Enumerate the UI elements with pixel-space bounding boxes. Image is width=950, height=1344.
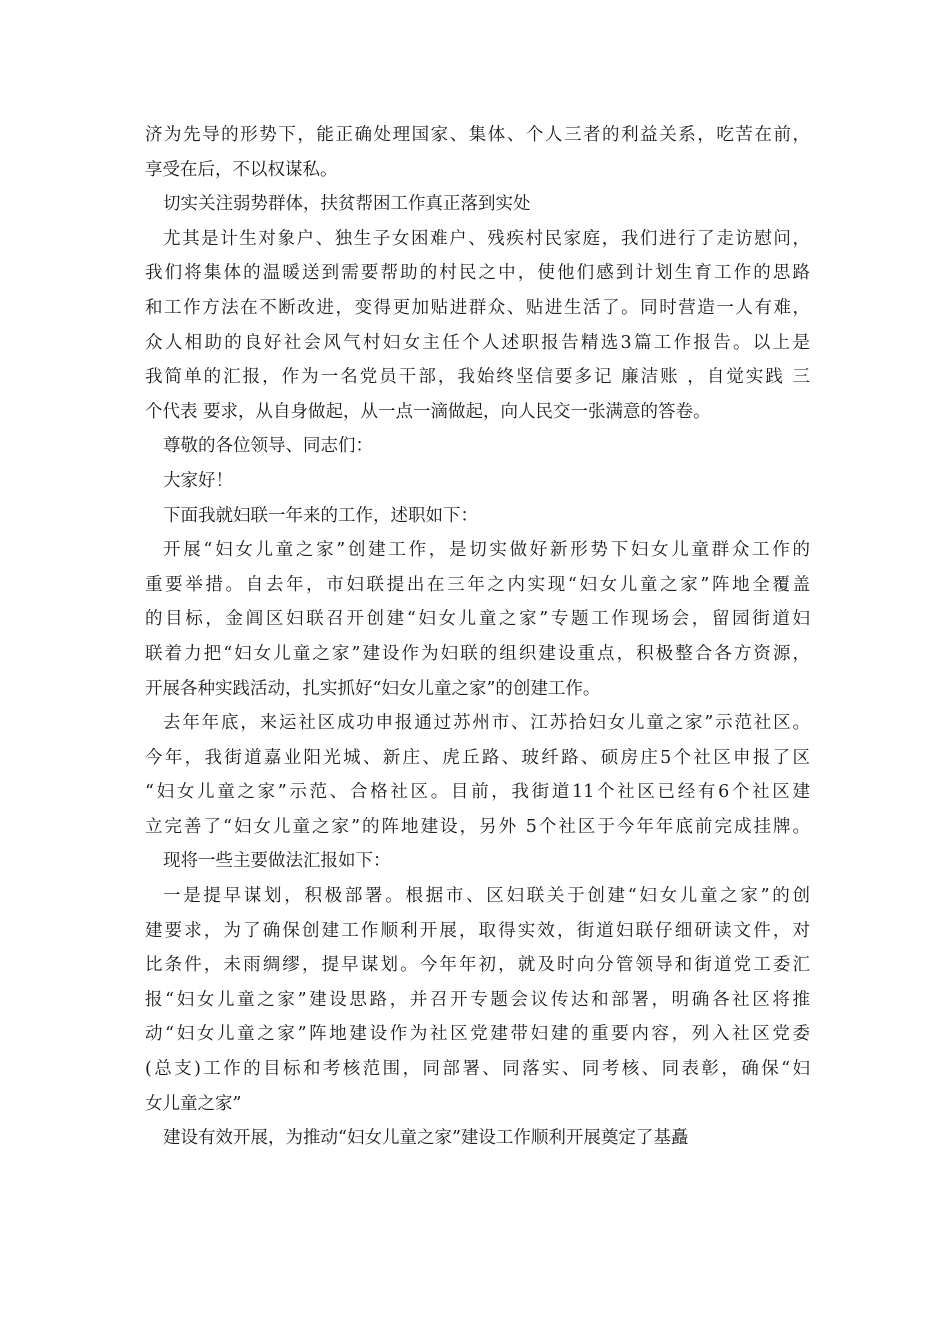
text-line: 众人相助的良好社会风气村妇女主任个人述职报告精选3篇工作报告。以上是 <box>145 332 810 353</box>
text-line: 现将一些主要做法汇报如下： <box>163 851 391 872</box>
text-line: 立完善了“妇女儿童之家”的阵地建设，另外 5个社区于今年年底前完成挂牌。 <box>145 816 810 837</box>
text-line: 我们将集体的温暖送到需要帮助的村民之中，使他们感到计划生育工作的思路 <box>145 263 810 284</box>
text-line: 开展“妇女儿童之家”创建工作，是切实做好新形势下妇女儿童群众工作的 <box>163 540 810 561</box>
text-line: 重要举措。自去年，市妇联提出在三年之内实现“妇女儿童之家”阵地全覆盖 <box>145 574 810 595</box>
text-line: 切实关注弱势群体，扶贫帮困工作真正落到实处 <box>163 194 531 215</box>
text-line: 我简单的汇报，作为一名党员干部，我始终坚信要多记 廉洁账 ，自觉实践 三 <box>145 367 810 388</box>
text-line: 的目标，金阊区妇联召开创建“妇女儿童之家”专题工作现场会，留园街道妇 <box>145 609 810 630</box>
text-line: 今年，我街道嘉业阳光城、新庄、虎丘路、玻纤路、硕房庄5个社区申报了区 <box>145 747 810 768</box>
text-line: 比条件，未雨绸缪，提早谋划。今年年初，就及时向分管领导和街道党工委汇 <box>145 955 810 976</box>
text-line: 联着力把“妇女儿童之家”建设作为妇联的组织建设重点，积极整合各方资源， <box>145 643 810 664</box>
text-line: 和工作方法在不断改进，变得更加贴进群众、贴进生活了。同时营造一人有难， <box>145 297 810 318</box>
text-line: (总支)工作的目标和考核范围，同部署、同落实、同考核、同表彰，确保“妇 <box>145 1059 810 1080</box>
text-line: 享受在后，不以权谋私。 <box>145 159 338 180</box>
document-body <box>145 118 810 1156</box>
text-line: 动“妇女儿童之家”阵地建设作为社区党建带妇建的重要内容，列入社区党委 <box>145 1024 810 1045</box>
text-line: 开展各种实践活动，扎实抓好“妇女儿童之家”的创建工作。 <box>145 678 601 699</box>
text-line: 建要求，为了确保创建工作顺利开展，取得实效，街道妇联仔细研读文件，对 <box>145 920 810 941</box>
text-line: “妇女儿童之家”示范、合格社区。目前，我街道11个社区已经有6个社区建 <box>145 782 810 803</box>
text-line: 女儿童之家” <box>145 1093 242 1114</box>
text-line: 个代表 要求，从自身做起，从一点一滴做起，向人民交一张满意的答卷。 <box>145 401 711 422</box>
text-line: 济为先导的形势下，能正确处理国家、集体、个人三者的利益关系，吃苦在前， <box>145 125 810 145</box>
text-line: 一是提早谋划，积极部署。根据市、区妇联关于创建“妇女儿童之家”的创 <box>163 886 810 907</box>
text-line: 报“妇女儿童之家”建设思路，并召开专题会议传达和部署，明确各社区将推 <box>145 989 810 1010</box>
text-line: 去年年底，来运社区成功申报通过苏州市、江苏拾妇女儿童之家”示范社区。 <box>163 713 810 734</box>
text-line: 大家好！ <box>163 470 233 491</box>
text-line: 尊敬的各位领导、同志们： <box>163 436 373 457</box>
text-line: 建设有效开展，为推动“妇女儿童之家”建设工作顺利开展奠定了基矗 <box>163 1128 689 1149</box>
text-line: 下面我就妇联一年来的工作，述职如下： <box>163 505 478 526</box>
text-line: 尤其是计生对象户、独生子女困难户、残疾村民家庭，我们进行了走访慰问， <box>163 228 810 249</box>
